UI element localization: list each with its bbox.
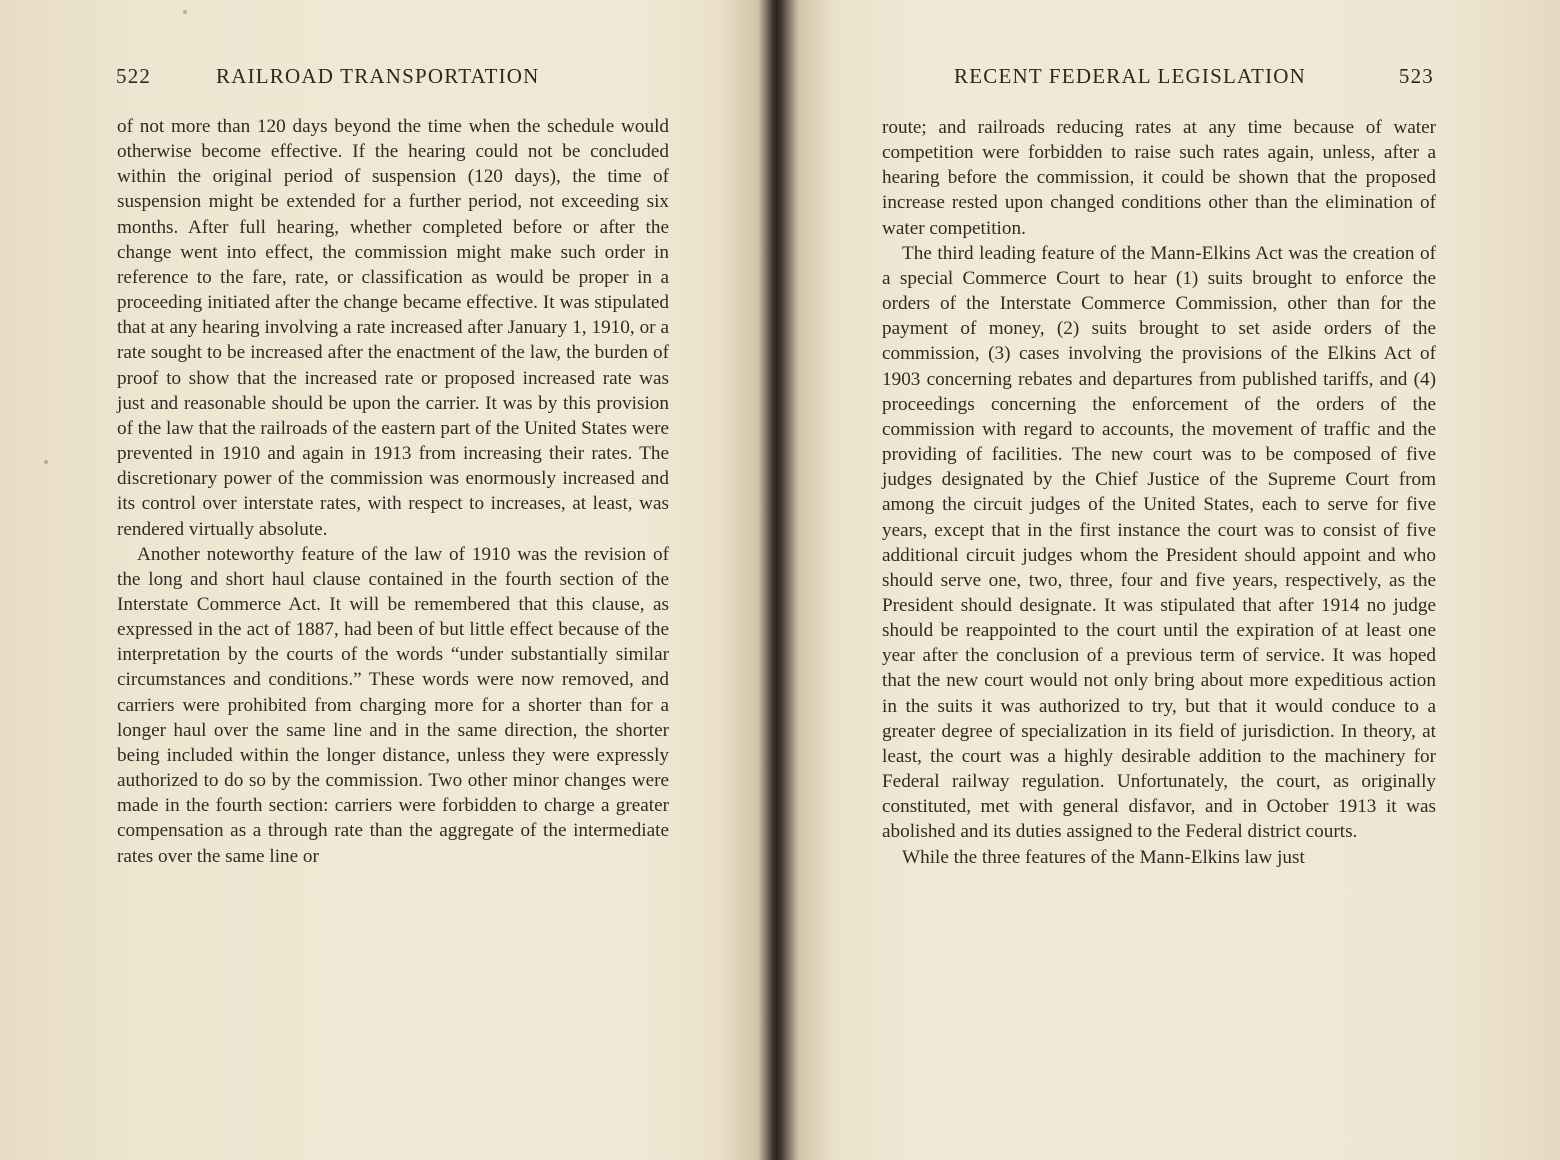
paragraph: The third leading feature of the Mann-Elkins Act was the creation of a special Commerce Court to hear (1) suits brought to enforce the orders of the Interstate Commerce Commission, other than for the payment of money, (2) suits brought to set aside orders of the commission, (3) cases involving the provisions of the Elkins Act of 1903 concerning rebates and departures from published tariffs, and (4) proceedings concerning the enforcement of the orders of the commission with regard to accounts, the movement of traffic and the providing of facilities. The new court was to be composed of five judges designated by the Chief Justice of the Supreme Court from among the circuit judges of the United States, each to serve for five years, except that in the first instance the court was to consist of five additional circuit judges whom the President should appoint and who should serve one, two, three, four and five years, respectively, as the President should designate. It was stipulated that after 1914 no judge should be reappointed to the court until the expiration of at least one year after the conclusion of a previous term of service. It was hoped that the new court would not only bring about more expeditious action in the suits it was authorized to try, but that it would conduce to a greater degree of specialization in its field of jurisdiction. In theory, at least, the court was a highly desirable addition to the machinery for Federal railway regulation. Unfortunately, the court, as originally constituted, met with general disfavor, and in October 1913 it was abolished and its duties assigned to the Federal district courts. [882,242,1436,843]
left-page-body [117,114,669,869]
paragraph: of not more than 120 days beyond the time when the schedule would otherwise become effective. If the hearing could not be concluded within the original period of suspension (120 days), the time of suspension might be extended for a further period, not exceeding six months. After full hearing, whether completed before or after the change went into effect, the commission might make such order in reference to the fare, rate, or classification as would be proper in a proceeding initiated after the change became effective. It was stipulated that at any hearing involving a rate increased after January 1, 1910, or a rate sought to be increased after the enactment of the law, the burden of proof to show that the increased rate or proposed increased rate was just and reasonable should be upon the carrier. It was by this provision of the law that the railroads of the eastern part of the United States were prevented in 1910 and again in 1913 from increasing their rates. The discretionary power of the commission was enormously increased and its control over interstate rates, with respect to increases, at least, was rendered virtually absolute. [117,116,669,540]
left-running-head-title: RAILROAD TRANSPORTATION [216,64,540,88]
right-running-head-title: RECENT FEDERAL LEGISLATION [954,64,1307,88]
right-page [790,0,1560,1160]
left-running-header [116,64,676,98]
right-page-number: 523 [1398,64,1434,88]
paragraph: While the three features of the Mann-Elkins law just [902,846,1305,868]
left-page-number: 522 [116,64,152,88]
paragraph: Another noteworthy feature of the law of 1910 was the revision of the long and short haul clause contained in the fourth section of the Interstate Commerce Act. It will be remembered that this clause, as expressed in the act of 1887, had been of but little effect because of the interpretation by the courts of the words “under substantially similar circumstances and conditions.” These words were now removed, and carriers were prohibited from charging more for a shorter than for a longer haul over the same line and in the same direction, the shorter being included within the longer distance, unless they were expressly authorized to do so by the commission. Two other minor changes were made in the fourth section: carriers were forbidden to charge a greater compensation as a through rate than the aggregate of the intermediate rates over the same line or [117,543,669,867]
right-page-body [882,115,1436,870]
paragraph: route; and railroads reducing rates at any time because of water competition were forbidden to raise such rates again, unless, after a hearing before the commission, it could be shown that the proposed increase rested upon changed conditions other than the elimination of water competition. [882,117,1436,239]
left-page [0,0,760,1160]
right-running-header [954,64,1434,98]
